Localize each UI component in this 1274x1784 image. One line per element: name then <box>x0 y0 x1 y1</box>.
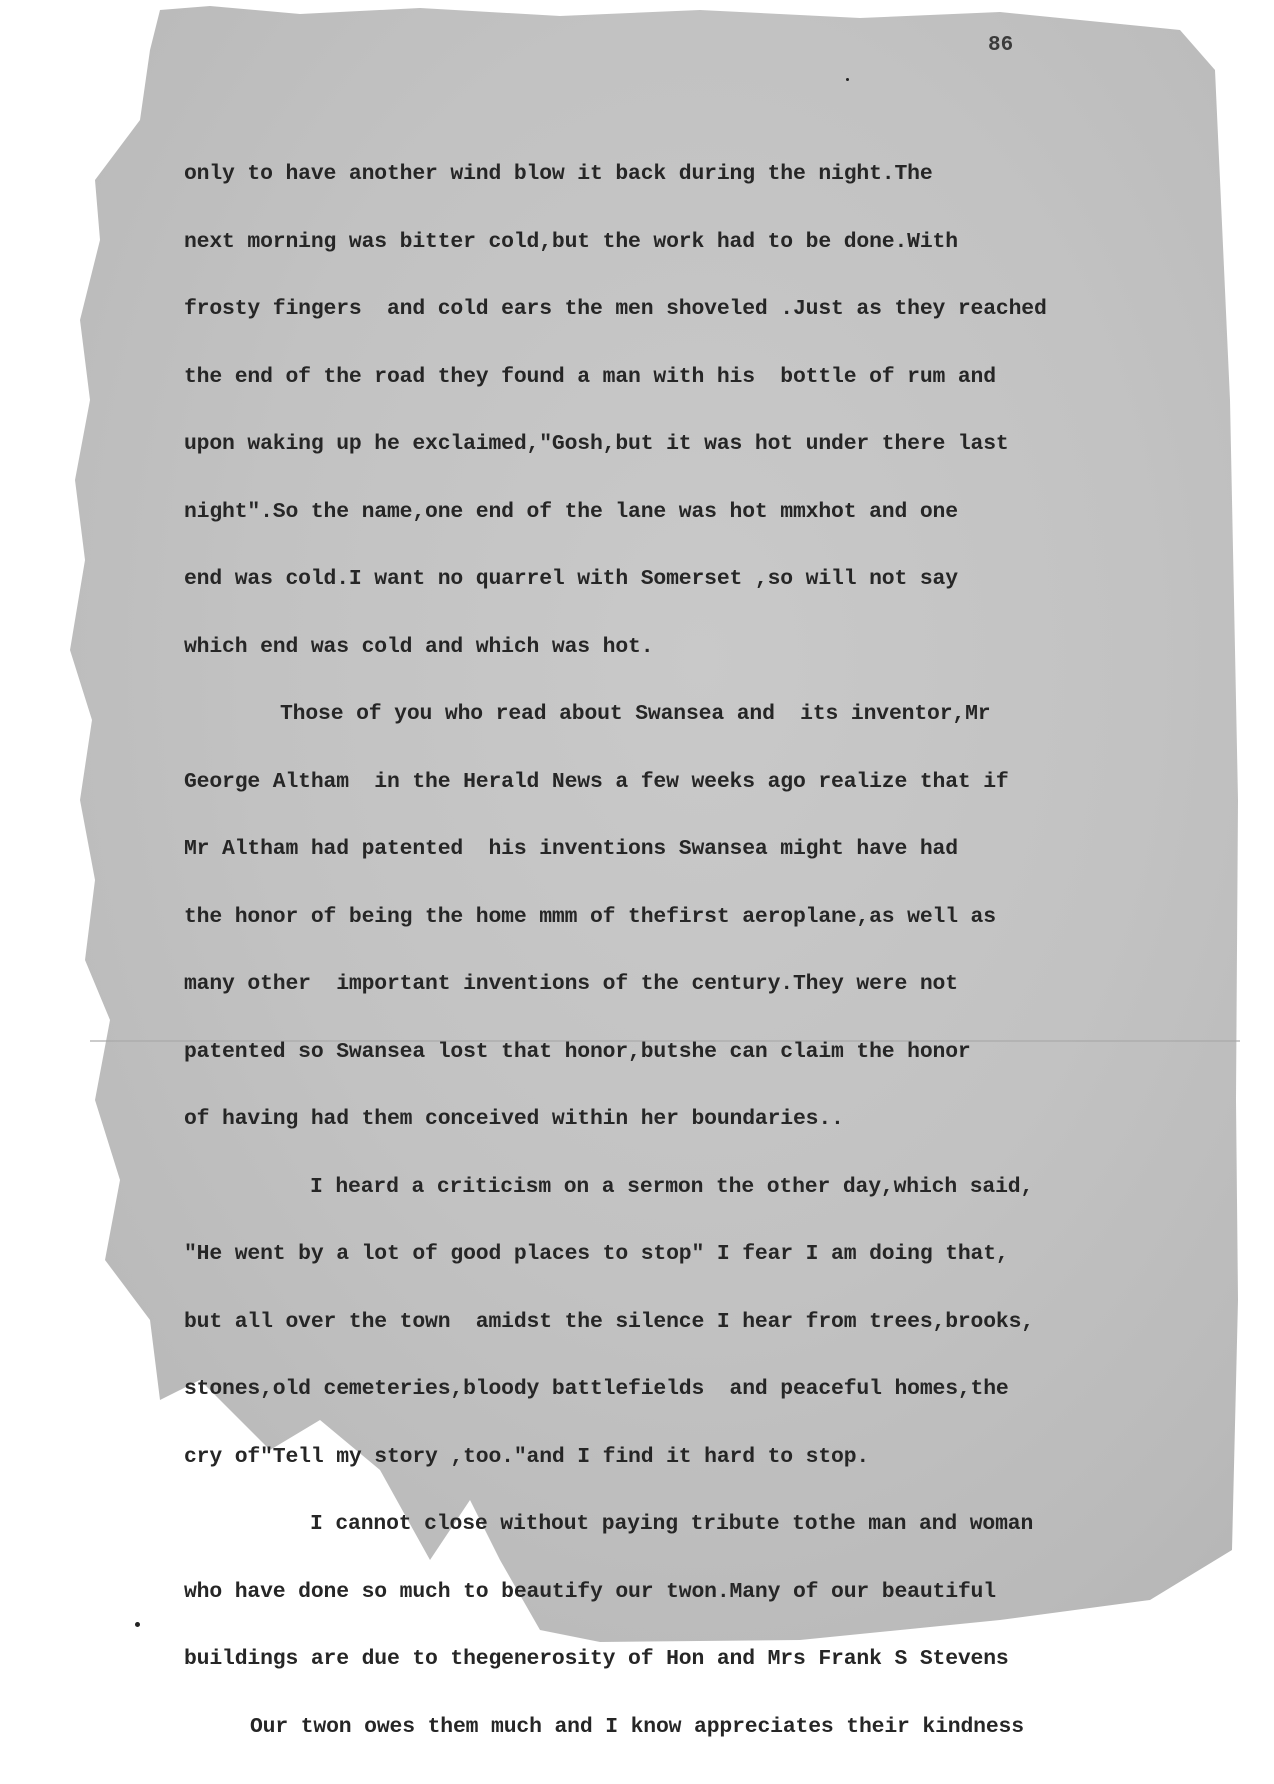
text-line: the end of the road they found a man with his bottle of rum and <box>184 364 996 389</box>
paragraph-start-line: I heard a criticism on a sermon the other day,which said, <box>310 1174 1034 1199</box>
text-line: Our twon owes them much and I know appreciates their kindness <box>250 1714 1024 1739</box>
text-line: which end was cold and which was hot. <box>184 634 654 659</box>
text-line: George Altham in the Herald News a few weeks ago realize that if <box>184 769 1009 794</box>
paragraph-start-line: Those of you who read about Swansea and its inventor,Mr <box>280 702 991 726</box>
text-line: but all over the town amidst the silence I hear from trees,brooks, <box>184 1309 1034 1334</box>
text-line: night".So the name,one end of the lane was hot mmxhot and one <box>184 499 958 524</box>
text-line: end was cold.I want no quarrel with Somerset ,so will not say <box>184 567 958 591</box>
paragraph-start-line: I cannot close without paying tribute tothe man and woman <box>310 1512 1034 1536</box>
text-line: buildings are due to thegenerosity of Hon and Mrs Frank S Stevens <box>184 1647 1009 1671</box>
text-line: only to have another wind blow it back during the night.The <box>184 162 933 186</box>
page-number: 86 <box>988 34 1014 57</box>
ink-speck <box>846 78 849 81</box>
text-line: patented so Swansea lost that honor,butshe can claim the honor <box>184 1039 971 1064</box>
text-line: who have done so much to beautify our twon.Many of our beautiful <box>184 1579 996 1604</box>
text-line: next morning was bitter cold,but the work had to be done.With <box>184 229 958 254</box>
text-line: frosty fingers and cold ears the men shoveled .Just as they reached <box>184 297 1047 321</box>
text-line: "He went by a lot of good places to stop" I fear I am doing that, <box>184 1242 1009 1266</box>
text-line: cry of"Tell my story ,too."and I find it hard to stop. <box>184 1444 870 1469</box>
text-line: upon waking up he exclaimed,"Gosh,but it was hot under there last <box>184 432 1009 456</box>
ink-speck <box>135 1622 140 1627</box>
text-line: the honor of being the home mmm of thefirst aeroplane,as well as <box>184 904 996 929</box>
text-line: many other important inventions of the century.They were not <box>184 972 958 996</box>
typewritten-text <box>184 118 1047 1783</box>
text-line: Mr Altham had patented his inventions Swansea might have had <box>184 837 958 861</box>
text-line: stones,old cemeteries,bloody battlefields and peaceful homes,the <box>184 1377 1009 1401</box>
text-line: of having had them conceived within her boundaries.. <box>184 1107 844 1131</box>
